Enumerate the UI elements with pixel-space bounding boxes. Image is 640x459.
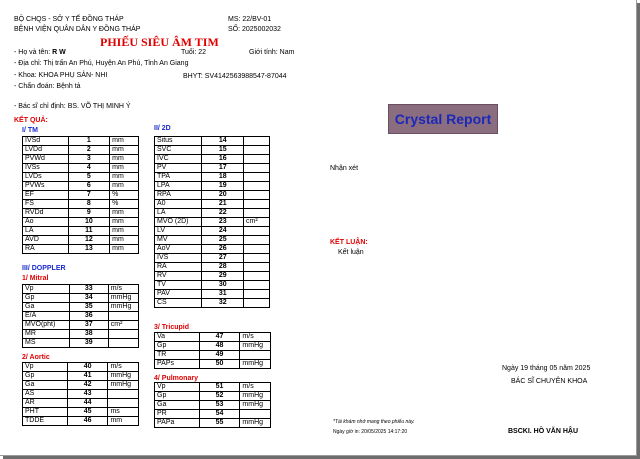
cell-value: 49 [199,351,240,360]
table-row [23,173,139,182]
bullet-icon: - [14,60,19,67]
cell-unit: m/s [108,285,138,294]
table-row [23,285,139,294]
cell-unit: m/s [108,363,139,372]
report-date: Ngày 19 tháng 05 năm 2025 [502,365,591,372]
table-row [23,330,139,339]
cell-label: LPA [155,182,202,191]
patient-name-label: Họ và tên: [18,49,51,56]
pulmonary-table [154,382,271,428]
cell-label: SVC [155,146,202,155]
table-row [155,290,270,299]
cell-value: 2 [68,146,110,155]
patient-address: Địa chỉ: Thị trấn An Phú, Huyện An Phú, Tỉnh An Giang [18,60,189,67]
table-row [23,372,139,381]
cell-value: 52 [199,392,240,401]
cell-unit: mm [110,182,139,191]
cell-unit: mm [110,236,139,245]
cell-unit [240,351,271,360]
cell-label: E/A [23,312,70,321]
bullet-icon: - [14,83,19,90]
cell-value: 41 [67,372,108,381]
cell-value: 31 [202,290,244,299]
table-row [23,399,139,408]
cell-unit [244,146,270,155]
cell-unit: mmHg [240,360,271,369]
cell-unit: mm [110,218,139,227]
patient-bhyt: BHYT: SV4142563988547-87044 [183,73,287,80]
cell-unit: mm [110,155,139,164]
cell-unit [244,182,270,191]
cell-value: 46 [67,417,108,426]
bullet-icon: - [14,49,19,56]
tm-table [22,136,139,254]
patient-gender: Giới tính: Nam [249,49,295,56]
cell-value: 37 [69,321,108,330]
cell-label: PR [155,410,200,419]
cell-value: 4 [68,164,110,173]
cell-value: 40 [67,363,108,372]
cell-unit: % [110,200,139,209]
cell-value: 42 [67,381,108,390]
cell-value: 35 [69,303,108,312]
revisit-note: *Tái khám nhớ mang theo phiếu này. [333,419,415,425]
cell-label: Vp [23,285,70,294]
cell-unit: mmHg [108,381,139,390]
cell-label: Gp [155,392,200,401]
cell-value: 43 [67,390,108,399]
cell-label: Ao [23,218,69,227]
cell-unit: mm [110,227,139,236]
cell-label: Ga [155,401,200,410]
table-row [23,408,139,417]
print-time: Ngày giờ in: 20/05/2025 14:17:20 [333,429,408,435]
table-row [23,218,139,227]
cell-value: 55 [199,419,240,428]
results-heading: KẾT QUẢ: [14,117,48,124]
table-row [155,245,270,254]
cell-value: 12 [68,236,110,245]
cell-value: 32 [202,299,244,308]
cell-value: 44 [67,399,108,408]
cell-label: MR [23,330,70,339]
cell-value: 15 [202,146,244,155]
cell-label: IVC [155,155,202,164]
table-row [155,392,271,401]
cell-value: 6 [68,182,110,191]
cell-unit: mm [108,417,139,426]
cell-value: 25 [202,236,244,245]
table-row [155,383,271,392]
cell-label: EF [23,191,69,200]
cell-unit: ms [108,408,139,417]
cell-label: Ga [23,381,68,390]
cell-value: 1 [68,137,110,146]
td-heading: II/ 2D [154,125,171,132]
cell-label: RVDd [23,209,69,218]
table-row [23,294,139,303]
aortic-heading: 2/ Aortic [22,354,50,361]
table-row [23,146,139,155]
cell-unit [108,390,139,399]
cell-unit: cm² [244,218,270,227]
cell-label: IVSs [23,164,69,173]
table-row [23,191,139,200]
cell-unit [108,330,138,339]
cell-unit: mmHg [240,392,271,401]
cell-unit [240,410,271,419]
cell-value: 54 [199,410,240,419]
cell-label: TDDE [23,417,68,426]
table-row [23,363,139,372]
cell-unit [244,290,270,299]
cell-label: RA [23,245,69,254]
cell-label: Vp [23,363,68,372]
patient-age: Tuổi: 22 [181,49,207,56]
table-row [155,227,270,236]
table-row [155,254,270,263]
cell-value: 21 [202,200,244,209]
cell-unit [244,191,270,200]
cell-value: 11 [68,227,110,236]
org-line2: BỆNH VIỆN QUÂN DÂN Y ĐỒNG THÁP [14,26,141,33]
cell-value: 28 [202,263,244,272]
table-row [23,417,139,426]
cell-unit [244,263,270,272]
cell-label: PAPa [155,419,200,428]
cell-label: TV [155,281,202,290]
table-row [23,381,139,390]
cell-unit [244,164,270,173]
cell-unit [244,245,270,254]
tricuspid-table [154,332,271,369]
cell-label: PAV [155,290,202,299]
cell-value: 22 [202,209,244,218]
cell-unit: mm [110,245,139,254]
cell-unit [244,227,270,236]
form-code: MS: 22/BV-01 [228,16,272,23]
table-row [155,182,270,191]
patient-dept: Khoa: KHOA PHỤ SẢN- NHI [18,72,108,79]
cell-label: RPA [155,191,202,200]
table-row [155,137,270,146]
cell-value: 5 [68,173,110,182]
cell-value: 47 [199,333,240,342]
cell-label: LVDs [23,173,69,182]
cell-label: IVSd [23,137,69,146]
cell-unit: mmHg [240,419,271,428]
cell-value: 24 [202,227,244,236]
org-line1: BỘ CHQS - SỞ Y TẾ ĐỒNG THÁP [14,16,124,23]
cell-unit: mm [110,146,139,155]
pulmonary-heading: 4/ Pulmonary [154,375,198,382]
bullet-icon: - [14,72,19,79]
table-row [155,263,270,272]
cell-label: RV [155,272,202,281]
cell-label: Va [155,333,200,342]
table-row [155,333,271,342]
cell-value: 23 [202,218,244,227]
cell-label: Vp [155,383,200,392]
cell-value: 36 [69,312,108,321]
cell-value: 38 [69,330,108,339]
table-row [23,137,139,146]
cell-label: PAPs [155,360,200,369]
cell-unit: % [110,191,139,200]
signer-name: BSCKI. HỒ VĂN HẬU [508,428,579,435]
report-number: SỐ: 2025002032 [228,26,281,33]
cell-label: Ga [23,303,70,312]
cell-unit [108,312,138,321]
patient-dept-row [14,72,107,79]
mitral-table [22,284,139,348]
cell-value: 19 [202,182,244,191]
cell-unit [244,236,270,245]
table-row [23,200,139,209]
cell-label: Gp [23,372,68,381]
cell-value: 39 [69,339,108,348]
cell-unit: m/s [240,383,271,392]
patient-address-row [14,60,188,67]
cell-label: LA [23,227,69,236]
cell-label: PVWd [23,155,69,164]
cell-label: A0 [155,200,202,209]
cell-unit [244,254,270,263]
table-row [155,342,271,351]
cell-unit: mm [110,137,139,146]
page-title: PHIẾU SIÊU ÂM TIM [100,35,219,49]
table-row [23,312,139,321]
cell-value: 34 [69,294,108,303]
cell-value: 45 [67,408,108,417]
cell-unit: mmHg [240,342,271,351]
cell-label: LA [155,209,202,218]
table-row [23,209,139,218]
cell-unit: mm [110,209,139,218]
cell-label: AoV [155,245,202,254]
cell-value: 9 [68,209,110,218]
cell-unit: mmHg [240,401,271,410]
tricuspid-heading: 3/ Tricupid [154,324,190,331]
table-row [23,155,139,164]
crystal-report-logo: Crystal Report [388,104,498,134]
cell-unit [244,299,270,308]
cell-unit [244,272,270,281]
signer-title: BÁC SĨ CHUYÊN KHOA [511,378,588,385]
cell-value: 18 [202,173,244,182]
cell-value: 27 [202,254,244,263]
cell-label: Situs [155,137,202,146]
table-row [23,303,139,312]
cell-value: 30 [202,281,244,290]
cell-label: Gp [155,342,200,351]
patient-name-row [14,49,66,56]
cell-value: 29 [202,272,244,281]
cell-label: AS [23,390,68,399]
diagnosis-row [14,83,81,90]
table-row [155,200,270,209]
table-row [155,191,270,200]
cell-value: 7 [68,191,110,200]
cell-unit [244,137,270,146]
td-table [154,136,270,308]
cell-value: 51 [199,383,240,392]
cell-unit [244,281,270,290]
cell-label: MV [155,236,202,245]
table-row [155,360,271,369]
cell-label: CS [155,299,202,308]
cell-unit [244,200,270,209]
cell-value: 26 [202,245,244,254]
mitral-heading: 1/ Mitral [22,275,49,282]
cell-value: 8 [68,200,110,209]
table-row [23,339,139,348]
diagnosis: Chẩn đoán: Bệnh tả [18,83,81,90]
cell-value: 14 [202,137,244,146]
cell-label: IVS [155,254,202,263]
table-row [23,321,139,330]
cell-unit [244,209,270,218]
table-row [23,236,139,245]
table-row [155,146,270,155]
cell-unit: mm [110,164,139,173]
cell-unit: mmHg [108,303,138,312]
table-row [155,173,270,182]
cell-label: LVDd [23,146,69,155]
table-row [23,227,139,236]
cell-value: 3 [68,155,110,164]
table-row [23,164,139,173]
cell-value: 33 [69,285,108,294]
cell-label: PHT [23,408,68,417]
table-row [23,182,139,191]
cell-unit: cm² [108,321,138,330]
cell-label: TR [155,351,200,360]
cell-label: AR [23,399,68,408]
conclusion-heading: KẾT LUẬN: [330,239,368,246]
cell-unit: mmHg [108,294,138,303]
table-row [155,272,270,281]
table-row [155,401,271,410]
table-row [155,351,271,360]
aortic-table [22,362,139,426]
cell-label: RA [155,263,202,272]
cell-unit [244,155,270,164]
table-row [155,281,270,290]
cell-unit: m/s [240,333,271,342]
cell-label: PVWs [23,182,69,191]
tm-heading: I/ TM [22,127,38,134]
cell-label: LV [155,227,202,236]
cell-value: 53 [199,401,240,410]
cell-value: 48 [199,342,240,351]
cell-label: Gp [23,294,70,303]
cell-value: 20 [202,191,244,200]
patient-name: R W [52,49,66,56]
table-row [155,218,270,227]
remarks: Nhận xét [330,165,359,172]
cell-value: 10 [68,218,110,227]
cell-value: 13 [68,245,110,254]
table-row [23,245,139,254]
table-row [155,419,271,428]
cell-label: TPA [155,173,202,182]
cell-value: 50 [199,360,240,369]
cell-label: MVO (2D) [155,218,202,227]
cell-unit: mmHg [108,372,139,381]
cell-label: FS [23,200,69,209]
cell-unit [108,399,139,408]
cell-label: MS [23,339,70,348]
ordering-doctor: Bác sĩ chỉ định: BS. VÕ THỊ MINH Ý [18,103,131,110]
doctor-row [14,103,131,110]
bullet-icon: - [14,103,19,110]
cell-label: PV [155,164,202,173]
table-row [155,164,270,173]
table-row [155,299,270,308]
doppler-heading: III/ DOPPLER [22,265,66,272]
cell-label: MVO(pht) [23,321,70,330]
table-row [23,390,139,399]
cell-unit: mm [110,173,139,182]
cell-value: 16 [202,155,244,164]
table-row [155,410,271,419]
conclusion: Kết luận [338,249,364,256]
table-row [155,236,270,245]
cell-value: 17 [202,164,244,173]
cell-unit [108,339,138,348]
table-row [155,155,270,164]
cell-unit [244,173,270,182]
cell-label: AVD [23,236,69,245]
table-row [155,209,270,218]
